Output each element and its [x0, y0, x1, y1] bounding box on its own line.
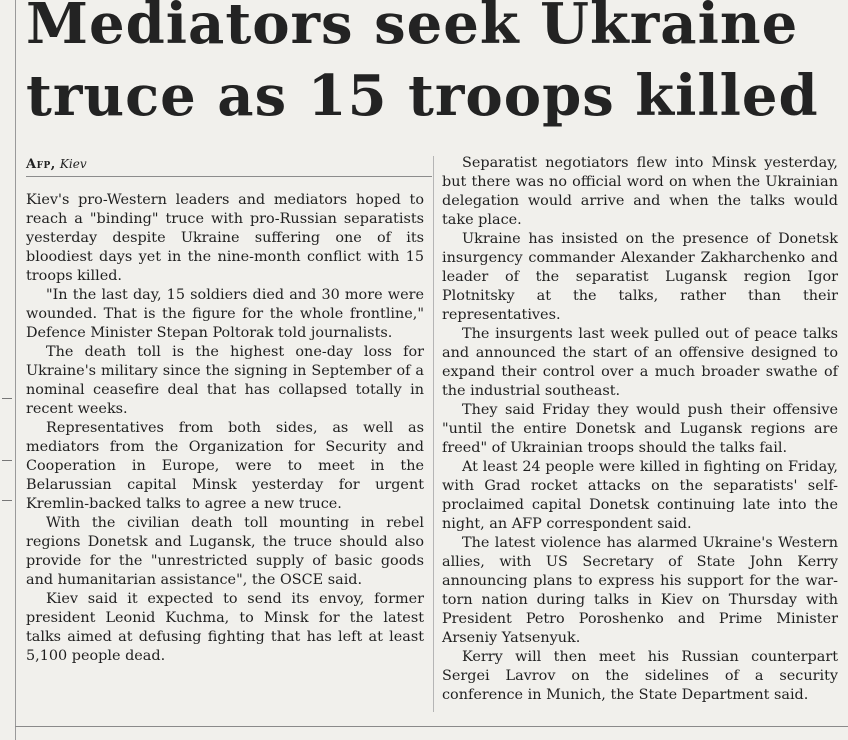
byline [26, 156, 87, 173]
margin-fragment-mark [2, 460, 12, 461]
article-paragraph: Kiev said it expected to send its envoy, former president Leonid Kuchma, to Minsk for the latest talks aimed at defusing fighting that has left at least 5,100 people dead. [26, 591, 424, 664]
article-paragraph: Kerry will then meet his Russian counterpart Sergei Lavrov on the sidelines of a security conference in Munich, the State Department said. [442, 649, 838, 703]
article-paragraph: "In the last day, 15 soldiers died and 30 more were wounded. That is the figure for the whole frontline," Defence Minister Stepan Poltorak told journalists. [26, 287, 424, 341]
article-paragraph: The insurgents last week pulled out of peace talks and announced the start of an offensive designed to expand their control over a much broader swathe of the industrial southeast. [442, 326, 838, 399]
margin-fragment-mark [2, 398, 12, 399]
headline-line-1: Mediators seek Ukraine [26, 0, 799, 57]
article-headline [26, 0, 838, 132]
article-paragraph: At least 24 people were killed in fighting on Friday, with Grad rocket attacks on the separatists' self-proclaimed capital Donetsk continuing late into the night, an AFP correspondent said. [442, 459, 838, 532]
article-paragraph: Representatives from both sides, as well as mediators from the Organization for Security and Cooperation in Europe, were to meet in the Belarussian capital Minsk yesterday for urgent Kremlin-backed talks to agree a new truce. [26, 420, 424, 512]
article-paragraph: They said Friday they would push their offensive "until the entire Donetsk and Lugansk regions are freed" of Ukrainian troops should the talks fail. [442, 402, 838, 456]
byline-divider [26, 176, 432, 177]
page-margin-rule [15, 0, 16, 740]
byline-agency: Afp, [26, 157, 56, 172]
article-paragraph: The death toll is the highest one-day loss for Ukraine's military since the signing in September of a nominal ceasefire deal that has collapsed totally in recent weeks. [26, 344, 424, 417]
margin-fragment-mark [2, 500, 12, 501]
headline-line-2: truce as 15 troops killed [26, 63, 819, 129]
article-column-right [442, 154, 838, 705]
column-divider [433, 156, 434, 712]
article-paragraph: Ukraine has insisted on the presence of Donetsk insurgency commander Alexander Zakharchenko and leader of the separatist Lugansk region Igor Plotnitsky at the talks, rather than their representatives. [442, 231, 838, 323]
page-bottom-rule [15, 726, 848, 727]
article-paragraph: The latest violence has alarmed Ukraine's Western allies, with US Secretary of State John Kerry announcing plans to express his support for the war-torn nation during talks in Kiev on Thursday with President Petro Poroshenko and Prime Minister Arseniy Yatsenyuk. [442, 535, 838, 646]
article-paragraph: Kiev's pro-Western leaders and mediators hoped to reach a "binding" truce with pro-Russian separatists yesterday despite Ukraine suffering one of its bloodiest days yet in the nine-month conflict with 15 troops killed. [26, 192, 424, 284]
article-column-left [26, 191, 424, 666]
article-paragraph: Separatist negotiators flew into Minsk yesterday, but there was no official word on when the Ukrainian delegation would arrive and when the talks would take place. [442, 155, 838, 228]
byline-place: Kiev [59, 157, 87, 171]
article-paragraph: With the civilian death toll mounting in rebel regions Donetsk and Lugansk, the truce should also provide for the "unrestricted supply of basic goods and humanitarian assistance", the OSCE said. [26, 515, 424, 588]
